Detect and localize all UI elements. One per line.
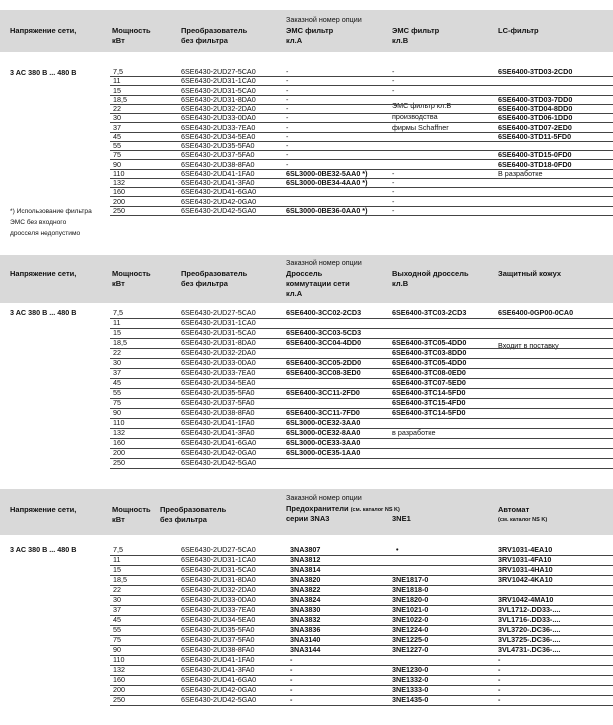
power-value: 160 [113, 675, 125, 684]
power-value: 22 [113, 348, 121, 357]
converter-number: 6SE6430-2UD38-8FA0 [181, 645, 255, 654]
breaker-value: 3RV1031-4FA10 [498, 555, 552, 564]
converter-number: 6SE6430-2UD38-8FA0 [181, 408, 255, 417]
row-divider [110, 215, 613, 216]
emc-b-value: - [392, 85, 395, 95]
breaker-value: 3RV1042-4MA10 [498, 595, 554, 604]
power-value: 55 [113, 625, 121, 634]
header-lc-filter: LC-фильтр [498, 26, 539, 35]
header-3ne1: 3NE1 [392, 514, 411, 523]
output-choke-value: 6SE6400-3TC15-4FD0 [392, 398, 466, 407]
breaker-value: - [498, 665, 501, 674]
footnote-line-3: дросселя недопустимо [10, 230, 81, 237]
output-choke-value: 6SE6400-3TC03-8DD0 [392, 348, 467, 357]
converter-number: 6SE6430-2UD37-5FA0 [181, 150, 255, 160]
header-emc-b-2: кл.В [392, 36, 409, 45]
power-value: 30 [113, 358, 121, 367]
header-fuses: Предохранители (см. каталог NS K) [286, 504, 400, 513]
converter-number: 6SE6430-2UD41-6GA0 [181, 187, 257, 197]
power-value: 90 [113, 645, 121, 654]
lc-filter-value: 6SE6400-3TD18-0FD0 [498, 159, 572, 169]
power-value: 200 [113, 685, 125, 694]
header-out-choke-2: кл.В [392, 279, 409, 288]
converter-number: 6SE6430-2UD35-5FA0 [181, 141, 255, 150]
converter-number: 6SE6430-2UD31-1CA0 [181, 76, 256, 86]
line-choke-value: 6SE6400-3CC11-2FD0 [286, 388, 360, 397]
lc-filter-value: 6SE6400-3TD03-2CD0 [498, 67, 573, 76]
power-value: 37 [113, 605, 121, 614]
header-auto: Автомат [498, 505, 530, 514]
fuse-3ne1-value: 3NE1230-0 [392, 665, 429, 674]
converter-number: 6SE6430-2UD31-8DA0 [181, 94, 256, 104]
converter-number: 6SE6430-2UD41-3FA0 [181, 665, 255, 674]
breaker-value: 3RV1031-4HA10 [498, 565, 553, 574]
power-value: 75 [113, 635, 121, 644]
line-choke-value: 6SE6400-3CC05-2DD0 [286, 358, 362, 367]
converter-number: 6SE6430-2UD38-8FA0 [181, 159, 255, 169]
power-value: 7,5 [113, 67, 123, 76]
header-protect: Защитный кожух [498, 269, 561, 278]
converter-number: 6SE6430-2UD42-5GA0 [181, 458, 257, 467]
breaker-value: 3VL3725-.DC36-.... [498, 635, 561, 644]
header-choke-1: Дроссель [286, 269, 323, 278]
converter-number: 6SE6430-2UD31-1CA0 [181, 318, 256, 327]
header-out-choke-1: Выходной дроссель [392, 269, 469, 278]
lc-filter-value: 6SE6400-3TD03-7DD0 [498, 94, 573, 104]
header-choke-2: коммутации сети [286, 279, 350, 288]
header-converter-1: Преобразователь [160, 505, 227, 514]
output-choke-value: 6SE6400-3TC07-5ED0 [392, 378, 466, 387]
converter-number: 6SE6430-2UD31-5CA0 [181, 328, 256, 337]
fuse-3na3-value: 3NA3812 [290, 555, 321, 564]
emc-a-value: - [286, 150, 289, 160]
fuse-3na3-value: - [290, 695, 293, 704]
power-value: 90 [113, 159, 121, 169]
converter-number: 6SE6430-2UD32-2DA0 [181, 104, 256, 113]
output-choke-value: 6SE6400-3TC05-4DD0 [392, 358, 467, 367]
lc-filter-value: 6SE6400-3TD04-8DD0 [498, 104, 573, 113]
emc-a-value: - [286, 94, 289, 104]
converter-number: 6SE6430-2UD33-7EA0 [181, 605, 256, 614]
converter-number: 6SE6430-2UD34-5EA0 [181, 378, 256, 387]
converter-number: 6SE6430-2UD41-6GA0 [181, 675, 257, 684]
header-power-2: кВт [112, 36, 125, 45]
breaker-value: - [498, 685, 501, 694]
fuse-3na3-value: - [290, 655, 293, 664]
emc-b-note-2: производства [392, 112, 438, 121]
line-choke-value: 6SE6400-3CC03-5CD3 [286, 328, 362, 337]
converter-number: 6SE6430-2UD33-7EA0 [181, 368, 256, 377]
power-value: 37 [113, 122, 121, 132]
converter-number: 6SE6430-2UD37-5FA0 [181, 635, 255, 644]
converter-number: 6SE6430-2UD31-5CA0 [181, 85, 256, 95]
fuse-3na3-value: 3NA3820 [290, 575, 321, 584]
converter-number: 6SE6430-2UD33-0DA0 [181, 113, 256, 123]
emc-b-value: - [392, 196, 395, 206]
breaker-value: 3RV1031-4EA10 [498, 545, 553, 554]
protect-note: Входит в поставку [498, 341, 559, 350]
header-emc-a-1: ЭМС фильтр [286, 26, 334, 35]
converter-number: 6SE6430-2UD41-1FA0 [181, 168, 255, 178]
converter-number: 6SE6430-2UD27-5CA0 [181, 67, 256, 76]
lc-filter-value: 6SE6400-3TD15-0FD0 [498, 150, 572, 160]
breaker-value: 3RV1042-4KA10 [498, 575, 553, 584]
header-converter-1: Преобразователь [181, 26, 248, 35]
header-converter-2: без фильтра [160, 515, 207, 524]
emc-b-value: - [392, 187, 395, 197]
converter-number: 6SE6430-2UD42-5GA0 [181, 205, 257, 215]
fuse-3na3-value: - [290, 675, 293, 684]
power-value: 15 [113, 565, 121, 574]
lc-filter-value: 6SE6400-3TD07-2ED0 [498, 122, 572, 132]
power-value: 7,5 [113, 545, 123, 554]
fuse-3ne1-value: 3NE1817-0 [392, 575, 429, 584]
breaker-value: - [498, 695, 501, 704]
lc-filter-value: 6SE6400-3TD06-1DD0 [498, 113, 573, 123]
emc-b-value: - [392, 76, 395, 86]
fuse-3na3-value: 3NA3822 [290, 585, 321, 594]
header-power-1: Мощность [112, 26, 151, 35]
power-value: 110 [113, 168, 125, 178]
converter-number: 6SE6430-2UD34-5EA0 [181, 615, 256, 624]
emc-b-value: - [392, 67, 395, 76]
converter-number: 6SE6430-2UD34-5EA0 [181, 131, 256, 141]
power-value: 132 [113, 665, 125, 674]
emc-a-value: - [286, 67, 289, 76]
line-choke-value: 6SE6400-3CC02-2CD3 [286, 308, 362, 317]
power-value: 132 [113, 178, 125, 187]
header-order-option: Заказной номер опции [286, 493, 362, 502]
converter-number: 6SE6430-2UD37-5FA0 [181, 398, 255, 407]
power-value: 110 [113, 418, 125, 427]
header-converter-2: без фильтра [181, 36, 228, 45]
header-power-1: Мощность [112, 505, 151, 514]
row-divider [110, 468, 613, 469]
converter-number: 6SE6430-2UD27-5CA0 [181, 545, 256, 554]
breaker-value: 3VL4731-.DC36-.... [498, 645, 561, 654]
breaker-value: - [498, 675, 501, 684]
fuse-3ne1-value: 3NE1022-0 [392, 615, 429, 624]
lc-filter-value: 6SE6400-3TD11-5FD0 [498, 131, 572, 141]
emc-b-note-1: ЭМС фильтр кл.В [392, 101, 452, 110]
converter-number: 6SE6430-2UD41-6GA0 [181, 438, 257, 447]
emc-a-value: 6SL3000-0BE34-4AA0 *) [286, 178, 368, 187]
emc-a-value: - [286, 104, 289, 113]
output-choke-value: 6SE6400-3TC03-2CD3 [392, 308, 467, 317]
power-value: 110 [113, 655, 125, 664]
fuse-3ne1-value: 3NE1332-0 [392, 675, 429, 684]
fuse-3ne1-value: 3NE1227-0 [392, 645, 429, 654]
emc-a-value: - [286, 141, 289, 150]
emc-b-value: - [392, 178, 395, 187]
output-choke-value: 6SE6400-3TC14-5FD0 [392, 388, 466, 397]
power-value: 90 [113, 408, 121, 417]
power-value: 15 [113, 85, 121, 95]
emc-a-value: 6SL3000-0BE32-5AA0 *) [286, 168, 368, 178]
fuse-3ne1-value: 3NE1435-0 [392, 695, 429, 704]
converter-number: 6SE6430-2UD41-1FA0 [181, 418, 255, 427]
converter-number: 6SE6430-2UD41-3FA0 [181, 428, 255, 437]
converter-number: 6SE6430-2UD42-0GA0 [181, 196, 257, 206]
power-value: 18,5 [113, 338, 127, 347]
emc-a-value: - [286, 76, 289, 86]
power-value: 160 [113, 187, 125, 197]
fuse-3ne1-value: 3NE1224-0 [392, 625, 429, 634]
fuse-3ne1-value: 3NE1225-0 [392, 635, 429, 644]
converter-number: 6SE6430-2UD33-7EA0 [181, 122, 256, 132]
header-order-option: Заказной номер опции [286, 15, 362, 24]
fuse-3na3-value: - [290, 665, 293, 674]
header-fuses-note: (см. каталог NS K) [350, 507, 400, 513]
power-value: 55 [113, 388, 121, 397]
breaker-value: 3VL1712-.DD33-.... [498, 605, 561, 614]
power-value: 22 [113, 585, 121, 594]
power-value: 200 [113, 196, 125, 206]
power-value: 22 [113, 104, 121, 113]
header-power-1: Мощность [112, 269, 151, 278]
fuse-3ne1-value: • [396, 545, 399, 554]
fuse-3na3-value: 3NA3836 [290, 625, 321, 634]
emc-a-value: - [286, 85, 289, 95]
voltage-label: 3 AC 380 В ... 480 В [10, 68, 77, 77]
power-value: 11 [113, 555, 121, 564]
converter-number: 6SE6430-2UD35-5FA0 [181, 625, 255, 634]
header-power-2: кВт [112, 279, 125, 288]
power-value: 37 [113, 368, 121, 377]
header-choke-3: кл.А [286, 289, 303, 298]
row-divider [110, 705, 613, 706]
output-choke-value: 6SE6400-3TC08-0ED0 [392, 368, 466, 377]
power-value: 160 [113, 438, 125, 447]
converter-number: 6SE6430-2UD42-0GA0 [181, 448, 257, 457]
fuse-3na3-value: 3NA3144 [290, 645, 321, 654]
emc-b-note-3: фирмы Schaffner [392, 123, 449, 132]
header-power-2: кВт [112, 515, 125, 524]
header-3na3: серии 3NA3 [286, 514, 330, 523]
power-value: 45 [113, 615, 121, 624]
out-choke-note: в разработке [392, 428, 436, 437]
fuse-3ne1-value: 3NE1333-0 [392, 685, 429, 694]
voltage-label: 3 AC 380 В ... 480 В [10, 308, 77, 317]
power-value: 18,5 [113, 94, 127, 104]
emc-a-value: 6SL3000-0BE36-0AA0 *) [286, 205, 368, 215]
breaker-value: - [498, 655, 501, 664]
output-choke-value: 6SE6400-3TC14-5FD0 [392, 408, 466, 417]
emc-a-value: - [286, 159, 289, 169]
power-value: 250 [113, 458, 125, 467]
fuse-3na3-value: 3NA3140 [290, 635, 321, 644]
line-choke-value: 6SE6400-3CC11-7FD0 [286, 408, 360, 417]
line-choke-value: 6SE6400-3CC08-3ED0 [286, 368, 361, 377]
power-value: 55 [113, 141, 121, 150]
power-value: 45 [113, 131, 121, 141]
power-value: 75 [113, 398, 121, 407]
header-voltage: Напряжение сети, [10, 505, 77, 514]
power-value: 45 [113, 378, 121, 387]
converter-number: 6SE6430-2UD33-0DA0 [181, 358, 256, 367]
converter-number: 6SE6430-2UD35-5FA0 [181, 388, 255, 397]
converter-number: 6SE6430-2UD31-1CA0 [181, 555, 256, 564]
header-voltage: Напряжение сети, [10, 26, 77, 35]
power-value: 200 [113, 448, 125, 457]
power-value: 7,5 [113, 308, 123, 317]
power-value: 11 [113, 318, 121, 327]
converter-number: 6SE6430-2UD41-1FA0 [181, 655, 255, 664]
power-value: 250 [113, 205, 125, 215]
header-converter-1: Преобразователь [181, 269, 248, 278]
power-value: 15 [113, 328, 121, 337]
converter-number: 6SE6430-2UD33-0DA0 [181, 595, 256, 604]
power-value: 132 [113, 428, 125, 437]
header-order-option: Заказной номер опции [286, 258, 362, 267]
power-value: 11 [113, 76, 121, 86]
emc-a-value: - [286, 131, 289, 141]
voltage-label: 3 AC 380 В ... 480 В [10, 545, 77, 554]
line-choke-value: 6SL3000-0CE35-1AA0 [286, 448, 361, 457]
footnote-line-2: ЭМС без входного [10, 219, 67, 226]
converter-number: 6SE6430-2UD31-8DA0 [181, 575, 256, 584]
converter-number: 6SE6430-2UD41-3FA0 [181, 178, 255, 187]
power-value: 30 [113, 113, 121, 123]
converter-number: 6SE6430-2UD42-0GA0 [181, 685, 257, 694]
fuse-3na3-value: 3NA3807 [290, 545, 321, 554]
emc-b-value: - [392, 205, 395, 215]
emc-b-value: - [392, 168, 395, 178]
fuse-3na3-value: 3NA3824 [290, 595, 321, 604]
fuse-3ne1-value: 3NE1820-0 [392, 595, 429, 604]
output-choke-value: 6SE6400-3TC05-4DD0 [392, 338, 467, 347]
header-emc-a-2: кл.А [286, 36, 303, 45]
power-value: 75 [113, 150, 121, 160]
fuse-3ne1-value: 3NE1021-0 [392, 605, 429, 614]
line-choke-value: 6SL3000-0CE33-3AA0 [286, 438, 361, 447]
fuse-3na3-value: 3NA3814 [290, 565, 321, 574]
emc-a-value: - [286, 113, 289, 123]
power-value: 250 [113, 695, 125, 704]
breaker-value: 3VL1716-.DD33-.... [498, 615, 561, 624]
header-emc-b-1: ЭМС фильтр [392, 26, 440, 35]
line-choke-value: 6SL3000-0CE32-3AA0 [286, 418, 361, 427]
header-voltage: Напряжение сети, [10, 269, 77, 278]
line-choke-value: 6SE6400-3CC04-4DD0 [286, 338, 362, 347]
breaker-value: 3VL3720-.DC36-.... [498, 625, 561, 634]
converter-number: 6SE6430-2UD31-5CA0 [181, 565, 256, 574]
footnote-line-1: *) Использование фильтра [10, 208, 92, 215]
converter-number: 6SE6430-2UD32-2DA0 [181, 585, 256, 594]
converter-number: 6SE6430-2UD27-5CA0 [181, 308, 256, 317]
line-choke-value: 6SL3000-0CE32-8AA0 [286, 428, 361, 437]
power-value: 18,5 [113, 575, 127, 584]
power-value: 30 [113, 595, 121, 604]
protect-value: 6SE6400-0GP00-0CA0 [498, 308, 574, 317]
lc-filter-value: В разработке [498, 168, 543, 178]
header-auto-note: (см. каталог NS K) [498, 517, 548, 523]
fuse-3na3-value: 3NA3830 [290, 605, 321, 614]
fuse-3ne1-value: 3NE1818-0 [392, 585, 429, 594]
emc-a-value: - [286, 122, 289, 132]
converter-number: 6SE6430-2UD32-2DA0 [181, 348, 256, 357]
converter-number: 6SE6430-2UD31-8DA0 [181, 338, 256, 347]
fuse-3na3-value: - [290, 685, 293, 694]
header-converter-2: без фильтра [181, 279, 228, 288]
fuse-3na3-value: 3NA3832 [290, 615, 321, 624]
converter-number: 6SE6430-2UD42-5GA0 [181, 695, 257, 704]
